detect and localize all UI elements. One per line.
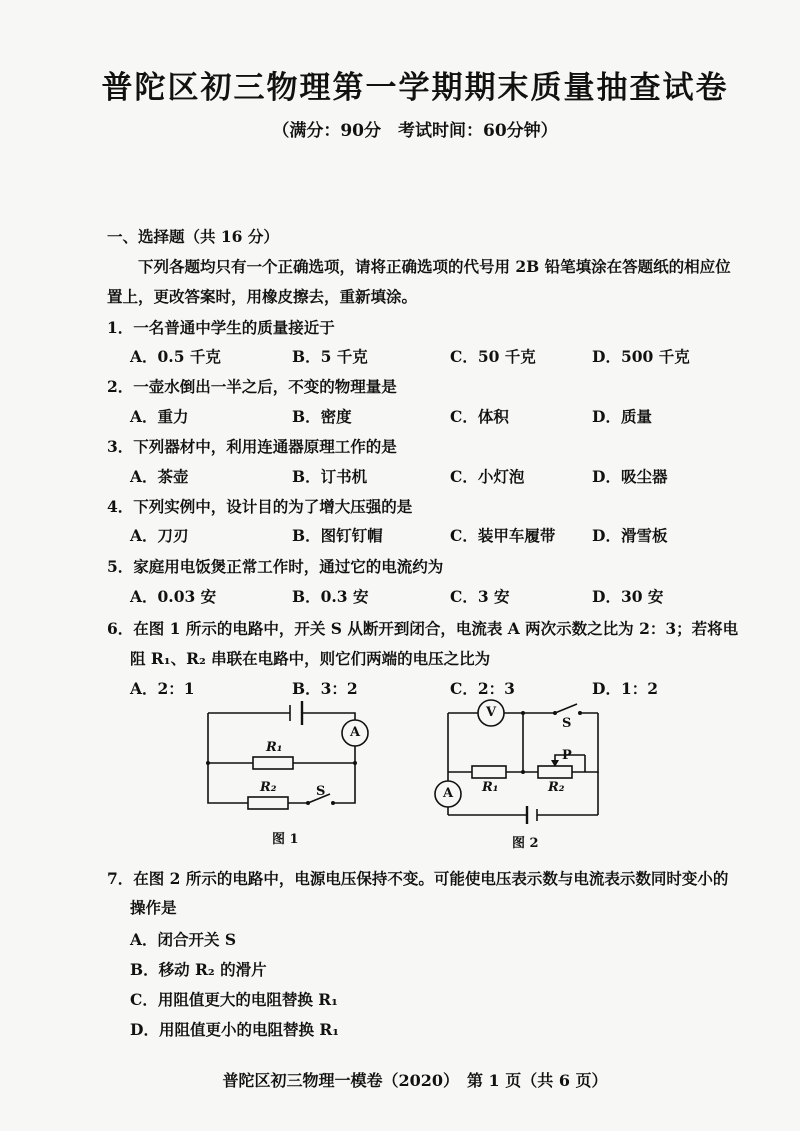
question-5-option-a: A．0.03 安 [130, 587, 217, 606]
question-7-stem-line-2: 操作是 [130, 898, 177, 917]
question-1-option-d: D．500 千克 [592, 347, 690, 366]
question-4-stem: 4．下列实例中，设计目的为了增大压强的是 [107, 497, 413, 516]
figure-2-r1-label: R₁ [482, 780, 499, 795]
question-5-option-b: B．0.3 安 [292, 587, 369, 606]
question-1-option-b: B．5 千克 [292, 347, 368, 366]
question-1-stem: 1．一名普通中学生的质量接近于 [107, 318, 335, 337]
figure-1-switch-label: S [316, 784, 326, 799]
figure-2-r2-label: R₂ [548, 780, 565, 795]
question-6-option-a: A．2：1 [130, 679, 195, 698]
question-2-option-b: B．密度 [292, 407, 352, 426]
question-3-option-b: B．订书机 [292, 467, 368, 486]
question-4-option-a: A．刀刃 [130, 526, 189, 545]
question-2-option-c: C．体积 [450, 407, 509, 426]
instructions-line-1: 下列各题均只有一个正确选项，请将正确选项的代号用 2B 铅笔填涂在答题纸的相应位 [138, 257, 731, 276]
figure-2-ammeter-label: A [443, 786, 454, 801]
section-heading: 一、选择题（共 16 分） [107, 227, 279, 246]
question-4-option-b: B．图钉钉帽 [292, 526, 383, 545]
question-7-option-a: A．闭合开关 S [130, 930, 237, 949]
page-footer: 普陀区初三物理一模卷（2020） 第 1 页（共 6 页） [222, 1071, 608, 1090]
question-2-stem: 2．一壶水倒出一半之后，不变的物理量是 [107, 377, 397, 396]
question-6-stem-line-1: 6．在图 1 所示的电路中，开关 S 从断开到闭合，电流表 A 两次示数之比为 2：3；若将电 [107, 619, 739, 638]
question-5-stem: 5．家庭用电饭煲正常工作时，通过它的电流约为 [107, 557, 444, 576]
exam-subtitle: （满分：90分 考试时间：60分钟） [272, 121, 558, 141]
question-2-option-d: D．质量 [592, 407, 652, 426]
figure-2-caption: 图 2 [512, 836, 539, 851]
question-1-option-c: C．50 千克 [450, 347, 536, 366]
question-3-stem: 3．下列器材中，利用连通器原理工作的是 [107, 437, 397, 456]
question-7-stem-line-1: 7．在图 2 所示的电路中，电源电压保持不变。可能使电压表示数与电流表示数同时变小的 [107, 869, 729, 888]
question-7-option-b: B．移动 R₂ 的滑片 [130, 960, 267, 979]
question-3-option-d: D．吸尘器 [592, 467, 668, 486]
instructions-line-2: 置上，更改答案时，用橡皮擦去，重新填涂。 [107, 287, 418, 306]
figure-2-switch-label: S [562, 716, 572, 731]
question-6-stem-line-2: 阻 R₁、R₂ 串联在电路中，则它们两端的电压之比为 [130, 649, 491, 668]
figure-1-r1-label: R₁ [266, 740, 283, 755]
question-3-option-c: C．小灯泡 [450, 467, 525, 486]
question-2-option-a: A．重力 [130, 407, 189, 426]
figure-1-r2-label: R₂ [260, 780, 277, 795]
question-1-option-a: A．0.5 千克 [130, 347, 221, 366]
question-5-option-d: D．30 安 [592, 587, 664, 606]
question-4-option-d: D．滑雪板 [592, 526, 668, 545]
question-6-option-c: C．2：3 [450, 679, 515, 698]
question-3-option-a: A．茶壶 [130, 467, 189, 486]
exam-title: 普陀区初三物理第一学期期末质量抽查试卷 [101, 70, 729, 106]
question-7-option-d: D．用阻值更小的电阻替换 R₁ [130, 1020, 340, 1039]
question-5-option-c: C．3 安 [450, 587, 510, 606]
figure-1-caption: 图 1 [272, 832, 299, 847]
figure-2-voltmeter-label: V [486, 705, 497, 720]
figure-1-ammeter-label: A [350, 725, 361, 740]
question-6-option-b: B．3：2 [292, 679, 358, 698]
figure-2-slider-label: P [562, 748, 572, 763]
question-4-option-c: C．装甲车履带 [450, 526, 556, 545]
question-6-option-d: D．1：2 [592, 679, 659, 698]
question-7-option-c: C．用阻值更大的电阻替换 R₁ [130, 990, 338, 1009]
